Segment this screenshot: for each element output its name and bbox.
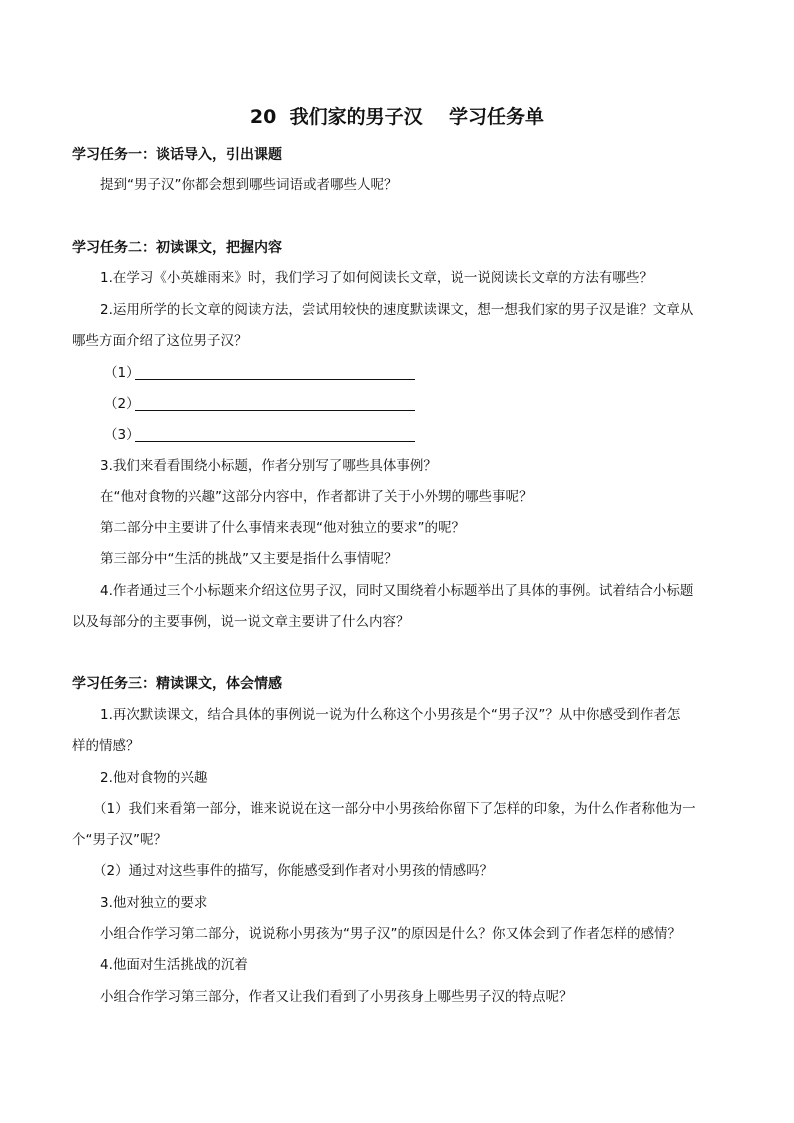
page-title: 20 我们家的男子汉 学习任务单: [249, 106, 545, 128]
answer-blank-1[interactable]: [135, 379, 415, 380]
answer-blank-3[interactable]: [135, 441, 415, 442]
task3-question-3a: 小组合作学习第二部分，说说称小男孩为“男子汉”的原因是什么？你又体会到了作者怎样的感情？: [100, 926, 681, 942]
task2-question-2-line1: 2.运用所学的长文章的阅读方法，尝试用较快的速度默读课文，想一想我们家的男子汉是谁？文章从: [100, 302, 694, 318]
task2-question-2-line2: 哪些方面介绍了这位男子汉？: [72, 333, 248, 349]
task2-question-4-line1: 4.作者通过三个小标题来介绍这位男子汉，同时又围绕着小标题举出了具体的事例。试着结合小标题: [100, 583, 694, 599]
task2-question-3a: 在“他对食物的兴趣”这部分内容中，作者都讲了关于小外甥的哪些事呢？: [100, 489, 533, 505]
task2-question-4-line2: 以及每部分的主要事例，说一说文章主要讲了什么内容？: [72, 614, 410, 630]
answer-blank-2-label: （2）: [104, 396, 140, 412]
task2-question-1: 1.在学习《小英雄雨来》时，我们学习了如何阅读长文章，说一说阅读长文章的方法有哪些？: [100, 270, 653, 286]
task3-heading: 学习任务三：精读课文，体会情感: [72, 676, 282, 692]
task2-question-3b: 第二部分中主要讲了什么事情来表现“他对独立的要求”的呢？: [100, 520, 465, 536]
task3-question-1-line2: 样的情感？: [72, 738, 140, 754]
task2-question-3: 3.我们来看看围绕小标题，作者分别写了哪些具体事例？: [100, 458, 437, 474]
answer-blank-2[interactable]: [135, 410, 415, 411]
task3-question-2b: （2）通过对这些事件的描写，你能感受到作者对小男孩的情感吗？: [93, 863, 494, 879]
task3-question-2a-line1: （1）我们来看第一部分，谁来说说在这一部分中小男孩给你留下了怎样的印象，为什么作者称他为一: [93, 801, 696, 817]
task3-question-2a-line2: 个“男子汉”呢？: [72, 832, 167, 848]
task1-question: 提到“男子汉”你都会想到哪些词语或者哪些人呢？: [100, 177, 398, 193]
task3-question-4a: 小组合作学习第三部分，作者又让我们看到了小男孩身上哪些男子汉的特点呢？: [100, 989, 573, 1005]
task3-question-1-line1: 1.再次默读课文，结合具体的事例说一说为什么称这个小男孩是个“男子汉”？从中你感受到作者怎: [100, 707, 681, 723]
task2-heading: 学习任务二：初读课文，把握内容: [72, 240, 282, 256]
task3-question-4: 4.他面对生活挑战的沉着: [100, 957, 248, 973]
answer-blank-1-label: （1）: [104, 365, 140, 381]
answer-blank-3-label: （3）: [104, 427, 140, 443]
task1-heading: 学习任务一：谈话导入，引出课题: [72, 147, 282, 163]
task3-question-2: 2.他对食物的兴趣: [100, 770, 208, 786]
task3-question-3: 3.他对独立的要求: [100, 895, 208, 911]
task2-question-3c: 第三部分中“生活的挑战”又主要是指什么事情呢？: [100, 551, 398, 567]
